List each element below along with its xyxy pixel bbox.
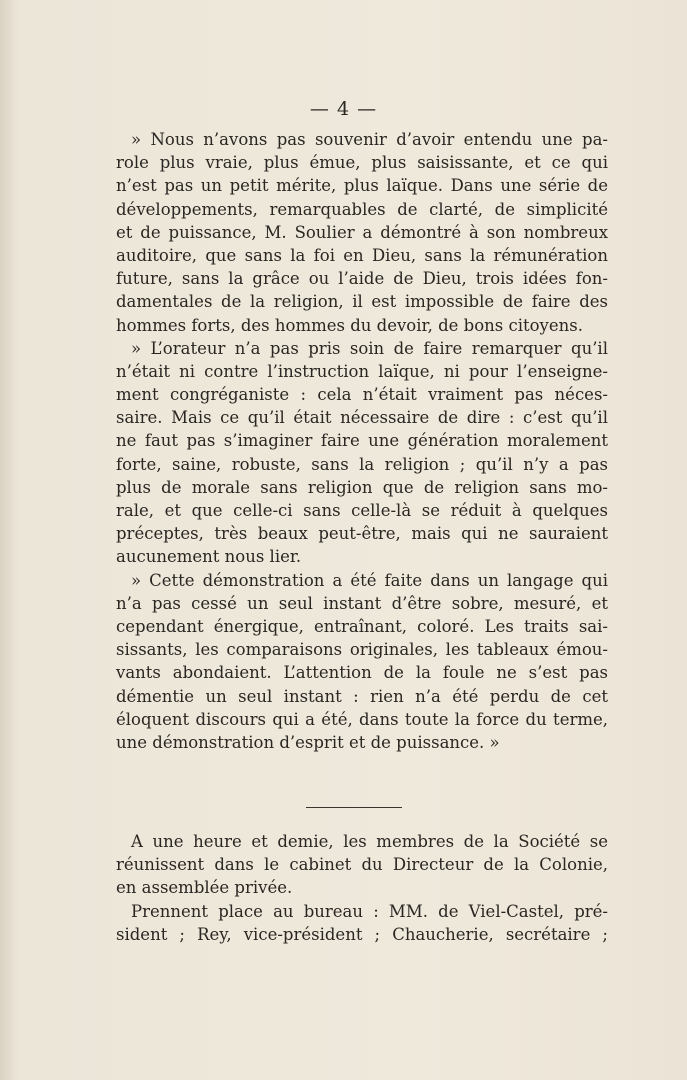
text-line: une démonstration d’esprit et de puissance. » [116, 732, 500, 752]
body-text-top [116, 128, 608, 754]
text-line: vants abondaient. L’attention de la foule ne s’est pas [116, 663, 608, 683]
text-line: saire. Mais ce qu’il était nécessaire de dire : c’est qu’il [116, 408, 608, 428]
text-line: future, sans la grâce ou l’aide de Dieu, trois idées fon- [116, 269, 608, 289]
text-line: préceptes, très beaux peut-être, mais qui ne sauraient [116, 524, 608, 544]
text-line: » L’orateur n’a pas pris soin de faire remarquer qu’il [131, 338, 608, 358]
section-divider [306, 807, 402, 808]
text-line: sident ; Rey, vice-président ; Chaucherie, secrétaire ; [116, 924, 608, 944]
text-line: forte, saine, robuste, sans la religion ; qu’il n’y a pas [116, 454, 608, 474]
text-line: ne faut pas s’imaginer faire une génération moralement [116, 431, 608, 451]
text-line: démentie un seul instant : rien n’a été perdu de cet [116, 686, 608, 706]
text-line: sissants, les comparaisons originales, les tableaux émou- [116, 640, 608, 660]
text-line: A une heure et demie, les membres de la Société se [131, 832, 608, 851]
text-line: damentales de la religion, il est impossible de faire des [116, 292, 608, 312]
text-line: cependant énergique, entraînant, coloré. Les traits sai- [116, 616, 608, 636]
text-line: rale, et que celle-ci sans celle-là se réduit à quelques [116, 501, 608, 520]
text-line: hommes forts, des hommes du devoir, de bons citoyens. [116, 315, 583, 335]
page-number: — 4 — [309, 98, 378, 120]
text-line: aucunement nous lier. [116, 547, 302, 567]
text-line: Prennent place au bureau : MM. de Viel-Castel, pré- [131, 901, 608, 921]
text-line: » Nous n’avons pas souvenir d’avoir entendu une pa- [131, 130, 608, 149]
text-line: éloquent discours qui a été, dans toute la force du terme, [116, 709, 608, 729]
text-line: n’a pas cessé un seul instant d’être sobre, mesuré, et [116, 593, 608, 613]
body-text-bottom [116, 830, 608, 946]
text-line: développements, remarquables de clarté, de simplicité [116, 199, 608, 219]
text-line: n’était ni contre l’instruction laïque, ni pour l’enseigne- [116, 361, 608, 381]
text-line: role plus vraie, plus émue, plus saisissante, et ce qui [116, 153, 608, 173]
text-line: et de puissance, M. Soulier a démontré à son nombreux [116, 222, 608, 242]
text-line: » Cette démonstration a été faite dans un langage qui [131, 570, 608, 590]
text-line: auditoire, que sans la foi en Dieu, sans la rémunération [116, 245, 608, 265]
text-line: réunissent dans le cabinet du Directeur de la Colonie, [116, 855, 608, 875]
text-line: plus de morale sans religion que de religion sans mo- [116, 477, 608, 497]
text-line: ment congréganiste : cela n’était vraiment pas néces- [116, 385, 608, 405]
text-line: en assemblée privée. [116, 878, 293, 898]
text-line: n’est pas un petit mérite, plus laïque. Dans une série de [116, 176, 608, 196]
